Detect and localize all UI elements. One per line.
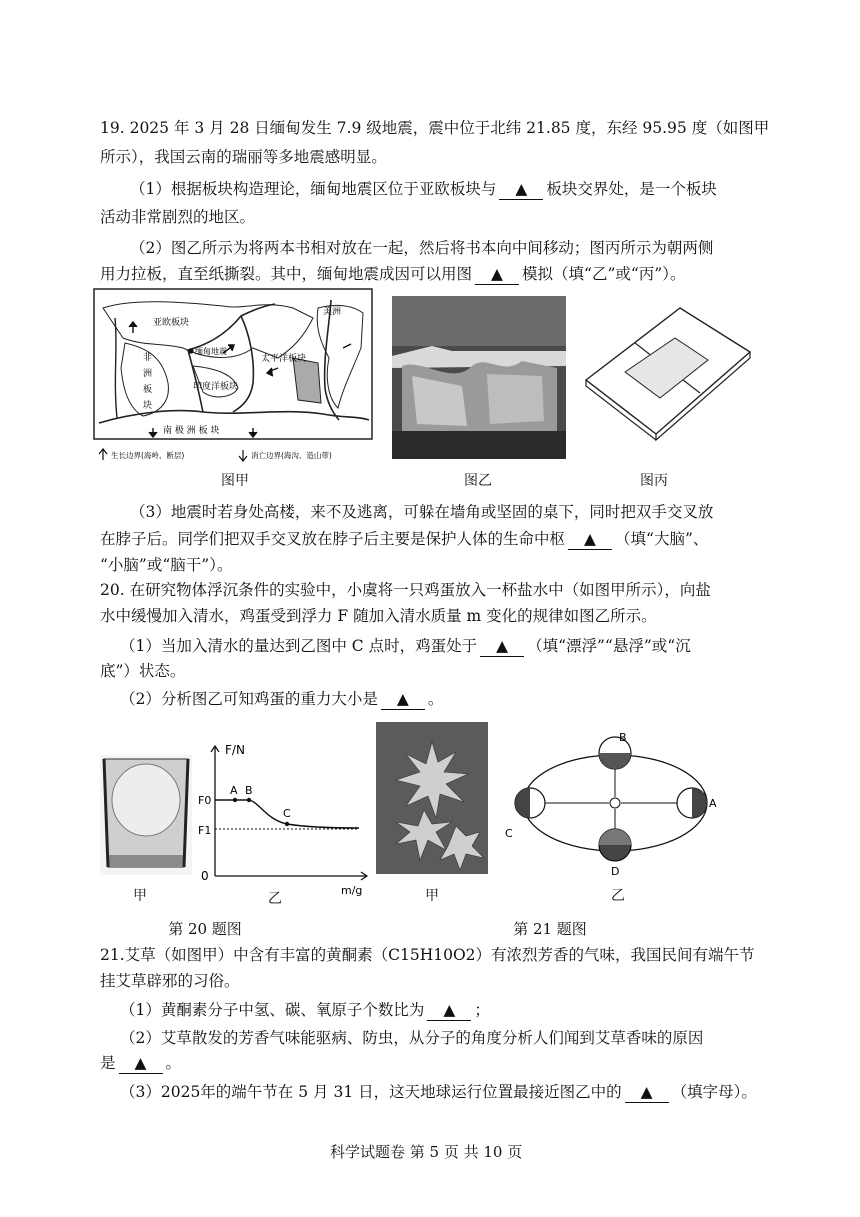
caption-fig-jia: 图甲 [221, 473, 249, 489]
q19-p3-text-b: 在脖子后。同学们把双手交叉放在脖子后主要是保护人体的生命中枢 [100, 530, 566, 548]
label-africa-3: 板 [143, 385, 153, 395]
earth-d [599, 829, 631, 861]
label-myanmar-quake: 缅甸地震 [195, 347, 227, 356]
egg-in-glass-photo [100, 755, 192, 875]
label-eurasia-plate: 亚欧板块 [153, 318, 190, 328]
q19-part3-line3: “小脑”或“脑干”）。 [100, 556, 233, 574]
caption-fig-bing: 图丙 [640, 473, 668, 489]
earth-a [677, 788, 707, 818]
point-a [233, 798, 237, 802]
f1-label: F1 [198, 824, 212, 837]
answer-blank[interactable]: ▲ [480, 637, 524, 657]
caption-q20-yi: 乙 [268, 891, 282, 907]
q19-part3-line1: （3）地震时若身处高楼，来不及逃离，可躲在墙角或坚固的桌下，同时把双手交叉放 [130, 503, 714, 521]
q20-p1-text-b: （填“漂浮”“悬浮”或“沉 [527, 637, 691, 655]
earth-c [515, 788, 545, 818]
sun-icon [605, 793, 625, 813]
q19-line1: 19. 2025 年 3 月 28 日缅甸发生 7.9 级地震，震中位于北纬 21.85 度，东经 95.95 度（如图甲 [100, 119, 770, 137]
q19-p1-text-b: 板块交界处，是一个板块 [546, 180, 717, 198]
label-indian-plate: 印度洋板块 [193, 382, 239, 392]
origin-label: 0 [201, 869, 209, 883]
x-axis-label: m/g [341, 884, 363, 897]
point-c [285, 822, 289, 826]
q19-part1-line2: 活动非常剧烈的地区。 [100, 208, 256, 226]
q19-part3-line2 [100, 530, 708, 550]
point-c-label: C [283, 807, 291, 820]
page-footer: 科学试题卷 第 5 页 共 10 页 [330, 1143, 523, 1161]
board-diagram [580, 302, 755, 442]
legend-growth-boundary: 生长边界(海岭、断层) [111, 451, 185, 460]
label-antarctic-plate: 南 极 洲 板 块 [163, 426, 220, 436]
q21-part1-line [120, 1001, 490, 1021]
q21-p2-text-c: 。 [165, 1054, 182, 1072]
point-a-label: A [230, 784, 238, 797]
q20-part1-line1 [120, 637, 691, 657]
caption-q21: 第 21 题图 [513, 920, 587, 938]
caption-fig-yi: 图乙 [464, 473, 492, 489]
answer-blank[interactable]: ▲ [499, 180, 543, 200]
q21-p1-text-a: （1）黄酮素分子中氢、碳、氧原子个数比为 [120, 1001, 425, 1019]
label-africa-1: 非 [143, 353, 153, 363]
label-c: C [505, 827, 513, 840]
q21-p1-text-b: ； [474, 1001, 490, 1019]
q20-part1-line2: 底”）状态。 [100, 662, 186, 680]
epicenter-marker [188, 348, 193, 353]
label-b: B [619, 731, 627, 744]
q19-p2-text-b: 用力拉板，直至纸撕裂。其中，缅甸地震成因可以用图 [100, 265, 473, 283]
point-b-label: B [245, 784, 253, 797]
q19-part2-line2 [100, 265, 685, 285]
answer-blank[interactable]: ▲ [568, 530, 612, 550]
label-america-plate: 美洲 [323, 307, 342, 317]
answer-blank[interactable]: ▲ [427, 1001, 471, 1021]
caption-q20: 第 20 题图 [168, 920, 242, 938]
q20-line2: 水中缓慢加入清水，鸡蛋受到浮力 F 随加入清水质量 m 变化的规律如图乙所示。 [100, 607, 657, 625]
q20-p2-text-a: （2）分析图乙可知鸡蛋的重力大小是 [120, 690, 378, 708]
q20-p2-text-b: 。 [427, 690, 444, 708]
f0-label: F0 [198, 794, 212, 807]
answer-blank[interactable]: ▲ [381, 690, 425, 710]
q19-part1-line1 [130, 180, 717, 200]
q19-part2-line1: （2）图乙所示为将两本书相对放在一起，然后将书本向中间移动；图丙所示为朝两侧 [130, 239, 714, 257]
answer-blank[interactable]: ▲ [475, 265, 519, 285]
q19-p1-text-a: （1）根据板块构造理论，缅甸地震区位于亚欧板块与 [130, 180, 497, 198]
legend-subduction-boundary: 消亡边界(海沟、造山带) [251, 451, 332, 460]
y-axis-label: F/N [225, 743, 245, 757]
q19-line2: 所示），我国云南的瑞丽等多地震感明显。 [100, 148, 387, 166]
q21-p3-text-b: （填字母）。 [671, 1083, 757, 1101]
q20-part2-line [120, 690, 443, 710]
q21-p3-text-a: （3）2025年的端午节在 5 月 31 日，这天地球运行位置最接近图乙中的 [120, 1083, 622, 1101]
q19-p2-text-c: 模拟（填“乙”或“丙”）。 [522, 265, 686, 283]
q21-part2-line2 [100, 1054, 181, 1074]
q21-part3-line [120, 1083, 757, 1103]
buoyancy-graph [195, 740, 375, 900]
plate-boundary-map [93, 288, 373, 466]
answer-blank[interactable]: ▲ [119, 1054, 163, 1074]
books-photo [392, 296, 566, 459]
point-b [247, 798, 251, 802]
label-africa-4: 块 [143, 401, 153, 411]
caption-q20-jia: 甲 [133, 888, 147, 904]
answer-blank[interactable]: ▲ [625, 1083, 669, 1103]
label-africa-2: 洲 [143, 369, 153, 379]
q21-part2-line1: （2）艾草散发的芳香气味能驱病、防虫，从分子的角度分析人们闻到艾草香味的原因 [120, 1029, 704, 1047]
label-a: A [709, 797, 717, 810]
caption-q21-jia: 甲 [425, 888, 439, 904]
q21-p2-text-b: 是 [100, 1054, 116, 1072]
q21-line1: 21.艾草（如图甲）中含有丰富的黄酮素（C15H10O2）有浓烈芳香的气味，我国民间有端午节 [100, 946, 755, 964]
q20-line1: 20. 在研究物体浮沉条件的实验中，小虞将一只鸡蛋放入一杯盐水中（如图甲所示），向盐 [100, 581, 711, 599]
label-pacific-plate: 太平洋板块 [261, 354, 307, 364]
mugwort-photo [376, 722, 488, 874]
earth-orbit-diagram [505, 727, 730, 892]
q19-p3-text-c: （填“大脑”、 [615, 530, 709, 548]
caption-q21-yi: 乙 [611, 888, 625, 904]
q20-p1-text-a: （1）当加入清水的量达到乙图中 C 点时，鸡蛋处于 [120, 637, 478, 655]
q21-line2: 挂艾草辟邪的习俗。 [100, 972, 240, 990]
label-d: D [611, 865, 620, 878]
